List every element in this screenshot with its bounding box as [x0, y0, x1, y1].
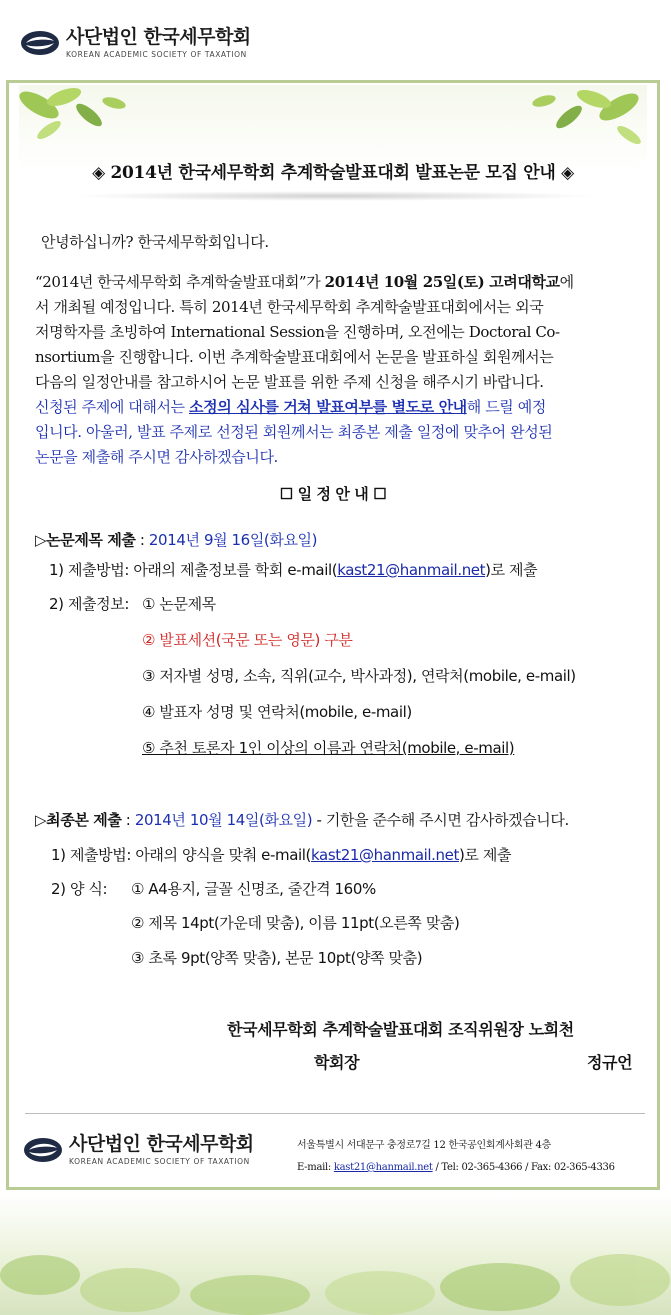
title-shadow: [69, 191, 599, 201]
section1-date: 2014년 9월 16일(화요일): [148, 531, 318, 549]
signature-president-title: 학회장: [314, 1053, 360, 1072]
tel-fax: / Tel: 02-365-4366 / Fax: 02-365-4336: [432, 1162, 615, 1173]
section1-header: [35, 529, 317, 550]
section1-method: [49, 559, 537, 580]
review-notice: 소정의 심사를 거쳐 발표여부를 별도로 안내: [189, 398, 467, 416]
section2-label: 최종본 제출: [46, 811, 122, 829]
intro-text: 신청된 주제에 대해서는: [35, 398, 190, 416]
method-text: )로 제출: [485, 561, 538, 579]
footer-email-link[interactable]: kast21@hanmail.net: [333, 1162, 433, 1173]
org-name-kr: 사단법인 한국세무학회: [69, 1133, 254, 1155]
section2-method: [51, 844, 511, 865]
org-name-kr: 사단법인 한국세무학회: [66, 26, 251, 48]
footer-address: 서울특별시 서대문구 충정로7길 12 한국공인회계사회관 4층: [297, 1140, 551, 1151]
separator: :: [121, 811, 135, 829]
info-item-3: ③ 저자별 성명, 소속, 직위(교수, 박사과정), 연락처(mobile, e-mail): [142, 667, 576, 685]
signature-chair: 한국세무학회 추계학술발표대회 조직위원장 노희천: [227, 1020, 574, 1039]
triangle-icon: ▷: [35, 531, 47, 549]
intro-line-4: nsortium을 진행합니다. 이번 추계학술발표대회에서 논문을 발표하실 회원께서는: [35, 348, 554, 366]
org-name-en: KOREAN ACADEMIC SOCIETY OF TAXATION: [69, 1157, 250, 1166]
section2-format-label: 2) 양 식:: [51, 880, 108, 898]
org-name-en: KOREAN ACADEMIC SOCIETY OF TAXATION: [66, 50, 247, 59]
footer-contact: [297, 1157, 615, 1179]
format-item-3: ③ 초록 9pt(양쪽 맞춤), 본문 10pt(양쪽 맞춤): [131, 949, 423, 967]
section2-note: - 기한을 준수해 주시면 감사하겠습니다.: [312, 811, 569, 829]
section1-label: 논문제목 제출: [46, 531, 136, 549]
triangle-icon: ▷: [35, 811, 47, 829]
info-item-2: ② 발표세션(국문 또는 영문) 구분: [142, 631, 353, 649]
intro-line-2: 서 개최될 예정입니다. 특히 2014년 한국세무학회 추계학술발표대회에서는 외국: [35, 298, 544, 316]
event-date-venue: 2014년 10월 25일(토) 고려대학교: [324, 273, 560, 291]
intro-line-7: 입니다. 아울러, 발표 주제로 선정된 회원께서는 최종본 제출 일정에 맞추어 완성된: [35, 423, 553, 441]
format-item-2: ② 제목 14pt(가운데 맞춤), 이름 11pt(오른쪽 맞춤): [131, 914, 460, 932]
section2-header: [35, 809, 569, 830]
schedule-heading: ☐ 일 정 안 내 ☐: [279, 485, 387, 503]
method-text: )로 제출: [458, 846, 512, 864]
intro-text: 해 드릴 예정: [466, 398, 546, 416]
bottom-leaf-decoration: [0, 1195, 671, 1315]
foliage-icon: [0, 1195, 671, 1315]
email-label: E-mail:: [297, 1162, 334, 1173]
info-item-4: ④ 발표자 성명 및 연락처(mobile, e-mail): [142, 703, 412, 721]
content-frame: [6, 80, 660, 1190]
intro-line-8: 논문을 제출해 주시면 감사하겠습니다.: [35, 448, 278, 466]
society-logo-icon: [23, 1136, 63, 1164]
greeting: 안녕하십니까? 한국세무학회입니다.: [41, 233, 269, 251]
intro-line-6: [35, 396, 546, 417]
intro-line-3: 저명학자를 초빙하여 International Session을 진행하며, 오전에는 Doctoral Co-: [35, 323, 560, 341]
intro-text: “2014년 한국세무학회 추계학술발표대회”가: [35, 273, 325, 291]
header-logo[interactable]: [20, 26, 251, 59]
intro-line-5: 다음의 일정안내를 참고하시어 논문 발표를 위한 주제 신청을 해주시기 바랍니다.: [35, 373, 544, 391]
footer-info: [297, 1135, 615, 1179]
intro-line-1: [35, 271, 574, 292]
intro-text: 에: [559, 273, 574, 291]
section2-date: 2014년 10월 14일(화요일): [134, 811, 313, 829]
separator: :: [135, 531, 149, 549]
page-title: ◈ 2014년 한국세무학회 추계학술발표대회 발표논문 모집 안내 ◈: [92, 163, 574, 183]
society-logo-icon: [20, 29, 60, 57]
method-text: 1) 제출방법: 아래의 양식을 맞춰 e-mail(: [51, 846, 312, 864]
header: [0, 0, 671, 80]
signature-president-name: 정규언: [587, 1053, 633, 1072]
info-item-1: ① 논문제목: [142, 595, 216, 613]
email-link[interactable]: kast21@hanmail.net: [311, 846, 459, 864]
info-item-5: ⑤ 추천 토론자 1인 이상의 이름과 연락처(mobile, e-mail): [142, 739, 515, 757]
method-text: 1) 제출방법: 아래의 제출정보를 학회 e-mail(: [49, 561, 338, 579]
footer-logo[interactable]: [23, 1133, 254, 1166]
email-link[interactable]: kast21@hanmail.net: [337, 561, 486, 579]
section1-info-label: 2) 제출정보:: [49, 595, 129, 613]
footer-divider: [25, 1113, 645, 1114]
format-item-1: ① A4용지, 글꼴 신명조, 줄간격 160%: [131, 880, 376, 898]
